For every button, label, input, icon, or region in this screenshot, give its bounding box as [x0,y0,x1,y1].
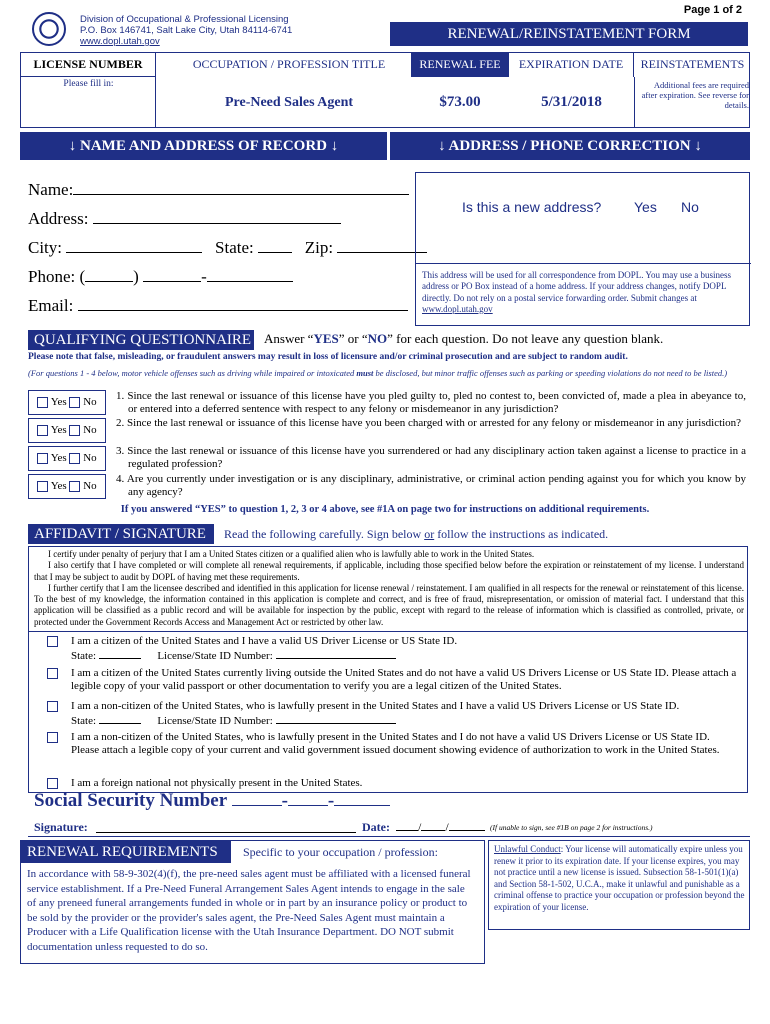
name-address-record-header: ↓ NAME AND ADDRESS OF RECORD ↓ [20,132,387,160]
q3-yes-label: Yes [50,452,67,464]
address-correction-box [415,172,750,326]
agency-website-link[interactable]: www.dopl.utah.gov [80,36,160,47]
correction-note: This address will be used for all correspondence from DOPL. You may use a business address or PO Box instead of a home address. If your address changes, notify DOPL directly. Do not rely on a postal service forwarding order. Submit changes at [422,270,731,303]
question-3: 3. Since the last renewal or issuance of this license have you surrendered or had any disciplinary action taken against a license to practice in a regulated profession? [116,445,746,470]
option1-id-label: License/State ID Number: [157,650,273,662]
page-number: Page 1 of 2 [683,4,742,16]
signature-label: Signature: [34,820,88,834]
qi-yes: YES [313,331,339,346]
address-label: Address: [28,209,89,228]
affidavit-p3: I further certify that I am the licensee described and identified in this application for license renewal / reinstatement. I am qualified in all respects for the renewal or reinstatement of this license. To the best of my knowledge, the information contained in this application is complete and correct, and is free of fraud, misrepresentation, or omission of material fact. I understand that this application will be classified as a public record and will be available for inspection by the public, except with regard to the release of information which is classified as controlled, private, or protected under the Government Records Access and Management Act or restricted by other law. [34,582,744,627]
question-4: 4. Are you currently under investigation or is any disciplinary, administrative, or criminal action pending against you for which you know by any agency? [116,473,746,498]
agency-name: Division of Occupational & Professional Licensing [80,14,289,25]
qn-post: be disclosed, but minor traffic offenses such as parking or speeding violations do not need to be listed.) [373,368,728,378]
option4-checkbox[interactable] [47,732,58,743]
phone-label: Phone: ( [28,267,86,286]
email-field[interactable] [78,297,408,311]
signature-field[interactable] [96,819,356,833]
ssn-label: Social Security Number [34,790,227,811]
reinstatement-note: Additional fees are required after expiration. See reverse for details. [641,80,749,110]
questionnaire-warning: Please note that false, misleading, or fraudulent answers may result in loss of licensure and/or criminal prosecution and are subject to random audit. [28,352,628,362]
questionnaire-footer: If you answered “YES” to question 1, 2, 3 or 4 above, see #1A on page two for instructions on additional requirements. [120,504,650,515]
qi-post: ” for each question. Do not leave any question blank. [387,331,664,346]
qn-pre: (For questions 1 - 4 below, motor vehicle offenses such as driving while impaired or intoxicated [28,368,357,378]
q4-answer [28,474,106,499]
address-field[interactable] [93,210,341,224]
new-address-question: Is this a new address? [462,199,602,215]
affidavit-p2: I also certify that I have completed or will complete all renewal requirements, if applicable, including those specified below before the expiration or reinstatement of my license. I understand that I may be subject to audit by DOPL of having met these requirements. [34,560,744,582]
new-address-no[interactable]: No [681,199,699,215]
option3-id-label: License/State ID Number: [157,715,273,727]
questionnaire-header: QUALIFYING QUESTIONNAIRE [28,330,254,350]
phone-area-field[interactable] [85,268,133,282]
q3-no-label: No [83,452,97,464]
q3-answer [28,446,106,471]
address-correction-header: ↓ ADDRESS / PHONE CORRECTION ↓ [390,132,750,160]
affidavit-box [28,546,748,793]
q2-no-checkbox[interactable] [69,425,80,436]
agency-address: P.O. Box 146741, Salt Lake City, Utah 84114-6741 [80,25,293,36]
q1-no-checkbox[interactable] [69,397,80,408]
q2-no-label: No [83,424,97,436]
affidavit-header: AFFIDAVIT / SIGNATURE [28,524,214,544]
reinstatements-header: REINSTATEMENTS [640,57,745,71]
unable-to-sign-note: (If unable to sign, see #1B on page 2 for instructions.) [490,823,653,832]
q1-yes-checkbox[interactable] [37,397,48,408]
city-field[interactable] [66,239,202,253]
zip-field[interactable] [337,239,427,253]
question-2: 2. Since the last renewal or issuance of this license have you been charged with or arrested for any felony or misdemeanor in any jurisdiction? [116,417,742,429]
q3-no-checkbox[interactable] [69,453,80,464]
q1-answer [28,390,106,415]
option1-checkbox[interactable] [47,636,58,647]
occupation-header: OCCUPATION / PROFESSION TITLE [192,57,386,71]
email-label: Email: [28,296,74,315]
ssn-part2-field[interactable] [288,790,328,806]
expiration-date-header: EXPIRATION DATE [509,53,634,77]
ssn-part1-field[interactable] [232,790,282,806]
name-field[interactable] [73,181,409,195]
q3-yes-checkbox[interactable] [37,453,48,464]
renewal-requirements-box [20,840,485,964]
question-1: 1. Since the last renewal or issuance of this license have you pled guilty to, pled no contest to, been convicted of, made a plea in abeyance to, or entered into a deferred sentence with respect to any felony or misdemeanor in any jurisdiction? [116,390,746,415]
option3-state-label: State: [71,715,97,727]
state-label: State: [215,238,254,257]
state-field[interactable] [258,239,292,253]
phone-paren: ) [133,267,139,286]
renewal-requirements-header: RENEWAL REQUIREMENTS [21,841,231,863]
renewal-fee-header: RENEWAL FEE [411,53,509,77]
q4-yes-checkbox[interactable] [37,481,48,492]
expiration-date-value: 5/31/2018 [541,94,602,110]
q1-no-label: No [83,396,97,408]
q2-yes-checkbox[interactable] [37,425,48,436]
option2-text: I am a citizen of the United States currently living outside the United States and do not have a valid US Drivers License or US State ID. Please attach a legible copy of your valid passport or other documentation to verify you are a legal citizen of the United States. [71,667,737,692]
phone-prefix-field[interactable] [143,268,201,282]
option3-state-field[interactable] [99,713,141,724]
q2-yes-label: Yes [50,424,67,436]
city-label: City: [28,238,63,257]
license-table [20,52,750,128]
renewal-requirements-body: In accordance with 58-9-302(4)(f), the pre-need sales agent must be affiliated with a licensed funeral service establishment. If a Pre-Need Funeral Arrangement Sales Agent intends to engage in the sale of any preneed funeral arrangements funded in whole or in part by an insurance policy or product to be sold by the provider or the provider's sales agent, the Pre-Need Sales Agent must maintain a Producer with a Life Qualification license with the Utah Insurance Department. DO NOT submit documentation unless requested to do so. [27,868,471,953]
occupation-value: Pre-Need Sales Agent [224,95,354,110]
unlawful-conduct-body: : Your license will automatically expire unless you renew it prior to its expiration date. If your license expires, you may not practice until a new license is issued. Subsection 58-1-501(1)(a) and Section 58-1-502, U.C.A., make it unlawful and punishable as a criminal offense to practice your occupation or profession beyond the expiration of your license. [494,844,745,912]
option1-text: I am a citizen of the United States and I have a valid US Driver License or US State ID. [71,635,458,647]
affidavit-p1: I certify under penalty of perjury that I am a United States citizen or a qualified alien who is lawfully able to work in the United States. [48,549,535,559]
questionnaire-instruction [264,331,663,347]
option5-checkbox[interactable] [47,778,58,789]
qi-mid: ” or “ [338,331,368,346]
qn-must: must [356,368,374,378]
option2-checkbox[interactable] [47,668,58,679]
option3-id-field[interactable] [276,713,396,724]
date-label: Date: [362,820,390,834]
q4-yes-label: Yes [50,480,67,492]
license-number-field[interactable] [21,77,156,128]
option4-text: I am a non-citizen of the United States, who is lawfully present in the United States and I do not have a valid US Drivers License or US State ID. Please attach a legible copy of your current and valid government issued document showing evidence of authorization to work in the United States. [71,731,720,756]
ai-pre: Read the following carefully. Sign below [224,527,425,541]
signature-row [28,815,750,837]
q4-no-label: No [83,480,97,492]
renewal-fee-value: $73.00 [439,94,481,110]
name-label: Name: [28,180,74,199]
license-number-header: LICENSE NUMBER [21,53,156,77]
phone-dash: - [201,267,207,286]
ai-or: or [424,527,435,541]
option3-text: I am a non-citizen of the United States, who is lawfully present in the United States and I have a valid US Drivers License or US State ID. [71,700,680,712]
qi-no: NO [367,331,388,346]
unlawful-conduct-title: Unlawful Conduct [494,844,561,854]
form-title: RENEWAL/REINSTATEMENT FORM [390,22,748,46]
unlawful-conduct-box [488,840,750,930]
option3-checkbox[interactable] [47,701,58,712]
q4-no-checkbox[interactable] [69,481,80,492]
qi-pre: Answer “ [264,331,314,346]
utah-seal-logo [32,12,66,46]
zip-label: Zip: [304,238,334,257]
ssn-part3-field[interactable] [334,790,390,806]
option1-state-field[interactable] [99,648,141,659]
ai-post: follow the instructions as indicated. [434,527,609,541]
option5-text: I am a foreign national not physically present in the United States. [71,777,363,789]
q2-answer [28,418,106,443]
option1-id-field[interactable] [276,648,396,659]
date-field[interactable]: / / [396,819,485,835]
phone-line-field[interactable] [207,268,293,282]
option1-state-label: State: [71,650,97,662]
correction-website-link[interactable]: www.dopl.utah.gov [422,303,493,314]
license-number-hint: Please fill in: [63,79,114,89]
q1-yes-label: Yes [50,396,67,408]
new-address-yes[interactable]: Yes [634,199,657,215]
renewal-requirements-subtitle: Specific to your occupation / profession: [243,845,438,859]
